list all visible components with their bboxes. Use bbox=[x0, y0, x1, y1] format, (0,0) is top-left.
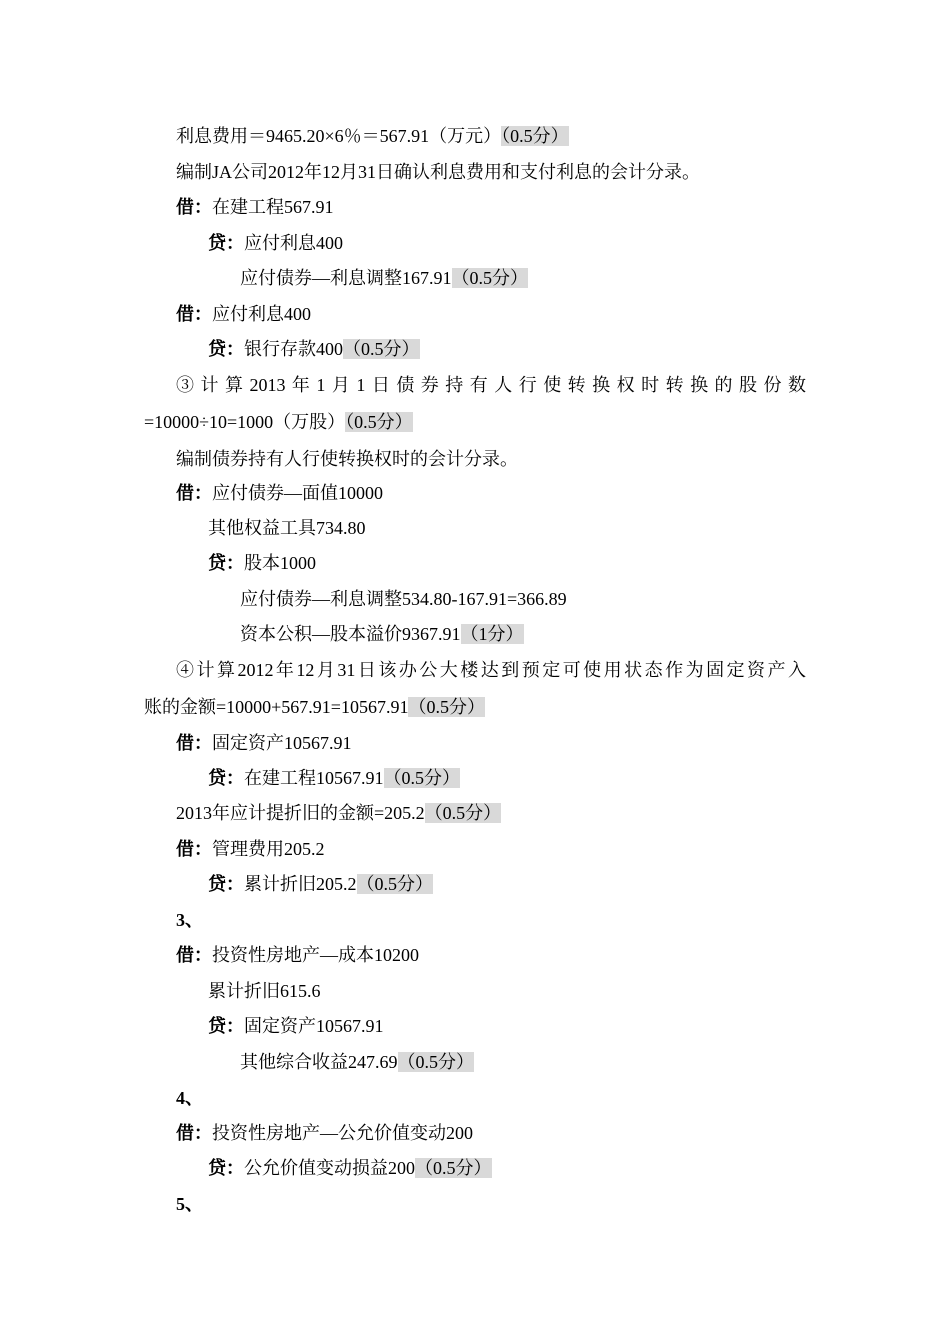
line-text: 固定资产10567.91 bbox=[244, 1016, 384, 1036]
credit-label: 贷： bbox=[208, 233, 244, 253]
credit-label: 贷： bbox=[208, 1016, 244, 1036]
line-text: 银行存款400 bbox=[244, 339, 343, 359]
debit-label: 借： bbox=[176, 304, 212, 324]
line-text: 5、 bbox=[176, 1194, 203, 1214]
line-text: 累计折旧205.2 bbox=[244, 874, 357, 894]
line-text: 3、 bbox=[176, 910, 203, 930]
text-line-asset-amount bbox=[144, 695, 485, 719]
line-text: ③计算2013年1月1日债券持有人行使转换权时转换的股份数 bbox=[176, 375, 806, 395]
journal-line-credit bbox=[208, 1014, 384, 1038]
debit-label: 借： bbox=[176, 945, 212, 965]
section-number bbox=[176, 908, 203, 932]
line-text: ④计算2012年12月31日该办公大楼达到预定可使用状态作为固定资产入 bbox=[176, 660, 806, 680]
journal-line-credit-sub bbox=[240, 1050, 474, 1074]
line-text: 2013年应计提折旧的金额=205.2 bbox=[176, 803, 425, 823]
text-line-question-3 bbox=[176, 373, 806, 397]
line-text: 编制JA公司2012年12月31日确认利息费用和支付利息的会计分录。 bbox=[176, 162, 701, 182]
debit-label: 借： bbox=[176, 483, 212, 503]
line-text: 公允价值变动损益200 bbox=[244, 1158, 415, 1178]
debit-label: 借： bbox=[176, 1123, 212, 1143]
section-number bbox=[176, 1192, 203, 1216]
text-line-question-4 bbox=[176, 658, 806, 682]
text-line-shares-result bbox=[144, 410, 413, 434]
debit-label: 借： bbox=[176, 733, 212, 753]
journal-line-credit bbox=[208, 872, 433, 896]
score-mark: （0.5分） bbox=[356, 874, 433, 894]
score-mark: （1分） bbox=[460, 624, 524, 644]
line-text: 应付利息400 bbox=[244, 233, 343, 253]
line-text: 在建工程567.91 bbox=[212, 197, 334, 217]
line-text: =10000÷10=1000（万股） bbox=[144, 412, 346, 432]
journal-line-debit bbox=[176, 731, 352, 755]
credit-label: 贷： bbox=[208, 339, 244, 359]
score-mark: （0.5分） bbox=[397, 1052, 474, 1072]
text-line-interest-expense bbox=[176, 124, 569, 148]
text-line-instruction bbox=[176, 447, 518, 471]
line-text: 累计折旧615.6 bbox=[208, 981, 321, 1001]
journal-line-credit bbox=[208, 337, 420, 361]
line-text: 投资性房地产—公允价值变动200 bbox=[212, 1123, 473, 1143]
line-text: 利息费用＝9465.20×6％＝567.91（万元） bbox=[176, 126, 502, 146]
line-text: 应付利息400 bbox=[212, 304, 311, 324]
journal-line-credit bbox=[208, 766, 460, 790]
line-text: 应付债券—面值10000 bbox=[212, 483, 383, 503]
score-mark: （0.5分） bbox=[415, 1158, 492, 1178]
score-mark: （0.5分） bbox=[424, 803, 502, 823]
credit-label: 贷： bbox=[208, 1158, 244, 1178]
score-mark: （0.5分） bbox=[345, 412, 413, 432]
journal-line-credit bbox=[208, 1156, 492, 1180]
line-text: 应付债券—利息调整167.91 bbox=[240, 268, 452, 288]
line-text: 账的金额=10000+567.91=10567.91 bbox=[144, 697, 409, 717]
score-mark: （0.5分） bbox=[451, 268, 528, 288]
credit-label: 贷： bbox=[208, 553, 244, 573]
debit-label: 借： bbox=[176, 197, 212, 217]
score-mark: （0.5分） bbox=[408, 697, 485, 717]
score-mark: （0.5分） bbox=[343, 339, 420, 359]
journal-line-debit-sub bbox=[208, 516, 366, 540]
line-text: 投资性房地产—成本10200 bbox=[212, 945, 419, 965]
journal-line-debit bbox=[176, 302, 311, 326]
text-line-instruction bbox=[176, 160, 700, 184]
journal-line-debit bbox=[176, 1121, 473, 1145]
line-text: 4、 bbox=[176, 1088, 203, 1108]
journal-line-debit bbox=[176, 195, 334, 219]
line-text: 其他综合收益247.69 bbox=[240, 1052, 398, 1072]
credit-label: 贷： bbox=[208, 768, 244, 788]
line-text: 资本公积—股本溢价9367.91 bbox=[240, 624, 461, 644]
line-text: 股本1000 bbox=[244, 553, 316, 573]
credit-label: 贷： bbox=[208, 874, 244, 894]
score-mark: （0.5分） bbox=[383, 768, 460, 788]
line-text: 编制债券持有人行使转换权时的会计分录。 bbox=[176, 449, 518, 469]
journal-line-debit-sub bbox=[208, 979, 321, 1003]
section-number bbox=[176, 1086, 203, 1110]
journal-line-debit bbox=[176, 943, 419, 967]
journal-line-credit-sub bbox=[240, 266, 528, 290]
journal-line-credit-sub bbox=[240, 622, 524, 646]
line-text: 其他权益工具734.80 bbox=[208, 518, 366, 538]
journal-line-debit bbox=[176, 837, 325, 861]
line-text: 在建工程10567.91 bbox=[244, 768, 384, 788]
text-line-depreciation bbox=[176, 801, 501, 825]
line-text: 应付债券—利息调整534.80-167.91=366.89 bbox=[240, 589, 567, 609]
score-mark: （0.5分） bbox=[501, 126, 569, 146]
journal-line-credit-sub bbox=[240, 587, 567, 611]
journal-line-credit bbox=[208, 231, 343, 255]
line-text: 固定资产10567.91 bbox=[212, 733, 352, 753]
journal-line-debit bbox=[176, 481, 383, 505]
debit-label: 借： bbox=[176, 839, 212, 859]
line-text: 管理费用205.2 bbox=[212, 839, 325, 859]
journal-line-credit bbox=[208, 551, 316, 575]
